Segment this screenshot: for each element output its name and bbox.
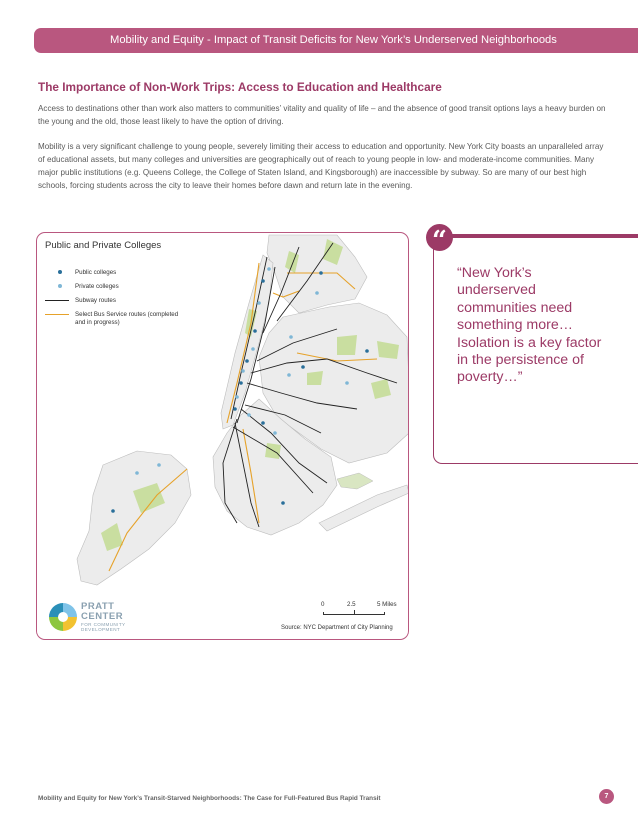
- legend-private-colleges: [45, 281, 215, 295]
- page-number: 7: [599, 789, 614, 804]
- paragraph-1: Access to destinations other than work also matters to communities’ vitality and quality of life – and the absence of good transit options lays a heavy burden on the young and the old, those least likely to have the option of driving.: [38, 104, 606, 127]
- logo-sub-line-2: DEVELOPMENT: [81, 627, 121, 633]
- legend-label: Private colleges: [75, 283, 119, 290]
- pratt-center-logo: [47, 601, 127, 637]
- header-title: Mobility and Equity - Impact of Transit Deficits for New York’s Underserved Neighborhoods: [110, 34, 557, 46]
- logo-subtitle: [81, 622, 126, 632]
- pratt-center-logo-mark-icon: [47, 601, 79, 635]
- scale-bar: [319, 601, 409, 623]
- legend-subway-routes: [45, 295, 215, 309]
- map-panel: [36, 232, 409, 640]
- map-legend: [45, 267, 215, 331]
- footer-text: Mobility and Equity for New York’s Transit-Starved Neighborhoods: The Case for Full-Featured Bus Rapid Transit: [38, 795, 381, 802]
- map-source: Source: NYC Department of City Planning: [281, 625, 393, 631]
- subway-line-icon: [45, 300, 69, 301]
- bronx-landmass: [267, 235, 367, 313]
- staten-island-landmass: [77, 451, 191, 585]
- legend-public-colleges: [45, 267, 215, 281]
- bus-route-line-icon: [45, 314, 69, 315]
- pull-quote-text: “New York’s underserved communities need something more… Isolation is a key factor in the persistence of poverty…”: [457, 265, 602, 386]
- scale-label-mid: 2.5: [347, 601, 356, 608]
- public-college-dot-icon: [58, 270, 62, 274]
- quote-mark-icon: “: [426, 224, 453, 251]
- header-bar: [34, 28, 638, 53]
- section-heading: The Importance of Non-Work Trips: Access to Education and Healthcare: [38, 80, 442, 94]
- scale-label-zero: 0: [321, 601, 325, 608]
- scale-tick: [354, 610, 355, 615]
- logo-name: [81, 602, 123, 622]
- map-title: Public and Private Colleges: [45, 240, 162, 251]
- logo-sub-line-1: FOR COMMUNITY: [81, 622, 126, 627]
- legend-label: Public colleges: [75, 269, 117, 276]
- private-college-dot-icon: [58, 284, 62, 288]
- legend-label: Select Bus Service routes (completed and in progress): [75, 311, 179, 326]
- paragraph-2: Mobility is a very significant challenge to young people, severely limiting their access to education and opportunity. New York City boasts an unparalleled array of educational assets, but many colleges and universities are geographically out of reach to young people in low- and moderate-income communities. Many major public institutions (e.g. Queens College, the College of Staten Island, and Kingsborough) are inaccessible by subway. So are many of our best high schools, forcing students across the city to leave their homes before dawn and return late in the evening.: [38, 142, 604, 191]
- legend-label: Subway routes: [75, 297, 116, 304]
- jamaica-bay-islands: [337, 473, 373, 489]
- scale-label-end: 5 Miles: [377, 601, 397, 608]
- logo-name-line-2: CENTER: [81, 611, 124, 622]
- logo-name-line-1: PRATT: [81, 601, 115, 612]
- legend-bus-routes: [45, 309, 215, 331]
